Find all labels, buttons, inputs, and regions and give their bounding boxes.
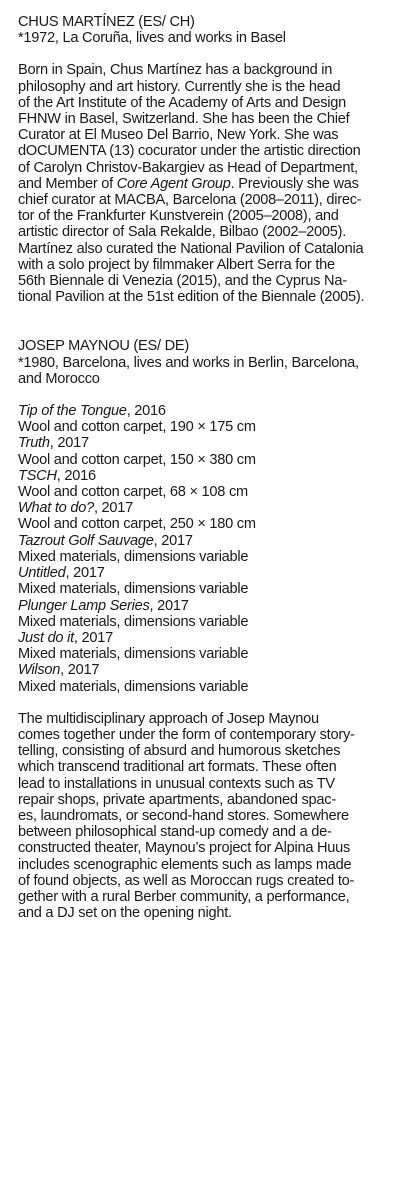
work-year: , 2017 (73, 629, 113, 646)
bio-line: Curator at El Museo Del Barrio, New York. She was (18, 127, 339, 144)
work-item (18, 468, 414, 500)
work-title-line (18, 500, 414, 516)
work-title: TSCH (18, 467, 57, 484)
work-title-line (18, 533, 414, 549)
work-detail: Wool and cotton carpet, 68 × 108 cm (18, 484, 248, 501)
artist-name-heading: JOSEP MAYNOU (ES/ DE) (18, 338, 189, 355)
bio-line: chief curator at MACBA, Barcelona (2008–2011), direc- (18, 192, 362, 209)
work-title-line (18, 435, 414, 451)
work-title-line (18, 403, 414, 419)
bio-line: Born in Spain, Chus Martínez has a background in (18, 62, 333, 79)
bio-line: dOCUMENTA (13) cocurator under the artistic direction (18, 143, 361, 160)
work-item (18, 533, 414, 565)
artist-section-chus-martinez (18, 14, 414, 305)
bio-text: . Previously she was (230, 175, 359, 192)
work-year: , 2016 (56, 467, 96, 484)
work-detail: Mixed materials, dimensions variable (18, 613, 249, 630)
text-line: includes scenographic elements such as lamps made (18, 856, 352, 873)
work-detail: Mixed materials, dimensions variable (18, 678, 249, 695)
text-line: comes together under the form of contemporary story- (18, 726, 355, 743)
text-line: The multidisciplinary approach of Josep Maynou (18, 710, 319, 727)
text-line: of found objects, as well as Moroccan rugs created to- (18, 872, 355, 889)
work-detail: Wool and cotton carpet, 250 × 180 cm (18, 516, 256, 533)
text-line: between philosophical stand-up comedy and a de- (18, 824, 332, 841)
work-title-line (18, 662, 414, 678)
bio-line: of the Art Institute of the Academy of Arts and Design (18, 94, 347, 111)
bio-line: artistic director of Sala Rekalde, Bilbao (2002–2005). (18, 224, 347, 241)
work-title-line (18, 468, 414, 484)
text-line: repair shops, private apartments, abandoned spac- (18, 791, 336, 808)
artist-biography (18, 62, 414, 305)
artist-birth-info: *1980, Barcelona, lives and works in Berlin, Barcelona, (18, 354, 359, 371)
work-detail: Wool and cotton carpet, 190 × 175 cm (18, 419, 256, 436)
work-item (18, 403, 414, 435)
bio-line: Martínez also curated the National Pavilion of Catalonia (18, 240, 364, 257)
bio-line: with a solo project by filmmaker Albert Serra for the (18, 256, 335, 273)
text-line: lead to installations in unusual contexts such as TV (18, 775, 335, 792)
bio-line: 56th Biennale di Venezia (2015), and the Cyprus Na- (18, 273, 347, 290)
group-name-italic: Core Agent Group (116, 175, 231, 192)
text-line: constructed theater, Maynou’s project for Alpina Huus (18, 840, 351, 857)
bio-line: philosophy and art history. Currently she is the head (18, 78, 341, 95)
artist-section-josep-maynou (18, 338, 414, 921)
work-item (18, 500, 414, 532)
work-detail: Mixed materials, dimensions variable (18, 581, 249, 598)
artist-name-heading: CHUS MARTÍNEZ (ES/ CH) (18, 14, 195, 30)
artist-birth-info: and Morocco (18, 370, 100, 387)
bio-line: tional Pavilion at the 51st edition of the Biennale (2005). (18, 289, 365, 306)
works-list (18, 403, 414, 695)
work-title-line (18, 565, 414, 581)
bio-line: FHNW in Basel, Switzerland. She has been the Chief (18, 111, 350, 128)
work-detail: Wool and cotton carpet, 150 × 380 cm (18, 451, 256, 468)
bio-text: and Member of (18, 175, 117, 192)
text-line: and a DJ set on the opening night. (18, 905, 232, 922)
work-year: , 2017 (65, 565, 105, 582)
work-year: , 2017 (149, 597, 189, 614)
work-detail: Mixed materials, dimensions variable (18, 548, 249, 565)
work-item (18, 565, 414, 597)
work-title-line (18, 630, 414, 646)
text-line: es, laundromats, or second-hand stores. Somewhere (18, 807, 349, 824)
work-title: Untitled (18, 565, 66, 582)
text-line: which transcend traditional art formats. These often (18, 759, 337, 776)
work-year: , 2017 (60, 662, 100, 679)
bio-line (18, 176, 414, 192)
bio-line: tor of the Frankfurter Kunstverein (2005–2008), and (18, 208, 339, 225)
text-line: gether with a rural Berber community, a performance, (18, 888, 350, 905)
work-year: , 2017 (93, 500, 134, 517)
work-title: Tip of the Tongue (18, 403, 127, 420)
work-item (18, 598, 414, 630)
work-title: Wilson (18, 662, 61, 679)
work-title: Plunger Lamp Series (18, 597, 150, 614)
work-title-line (18, 598, 414, 614)
work-item (18, 435, 414, 467)
work-title: What to do? (18, 500, 94, 517)
artist-birth-info: *1972, La Coruña, lives and works in Basel (18, 30, 286, 47)
work-title: Just do it (18, 629, 74, 646)
text-line: telling, consisting of absurd and humorous sketches (18, 743, 341, 760)
work-year: , 2016 (126, 403, 166, 420)
work-item (18, 630, 414, 662)
work-title: Truth (18, 435, 50, 452)
work-item (18, 662, 414, 694)
work-year: , 2017 (49, 435, 89, 452)
bio-line: of Carolyn Christov-Bakargiev as Head of Department, (18, 159, 358, 176)
work-detail: Mixed materials, dimensions variable (18, 646, 249, 663)
work-title: Tazrout Golf Sauvage (18, 532, 154, 549)
artist-project-description (18, 711, 414, 922)
document-page (18, 14, 414, 921)
work-year: , 2017 (153, 532, 193, 549)
